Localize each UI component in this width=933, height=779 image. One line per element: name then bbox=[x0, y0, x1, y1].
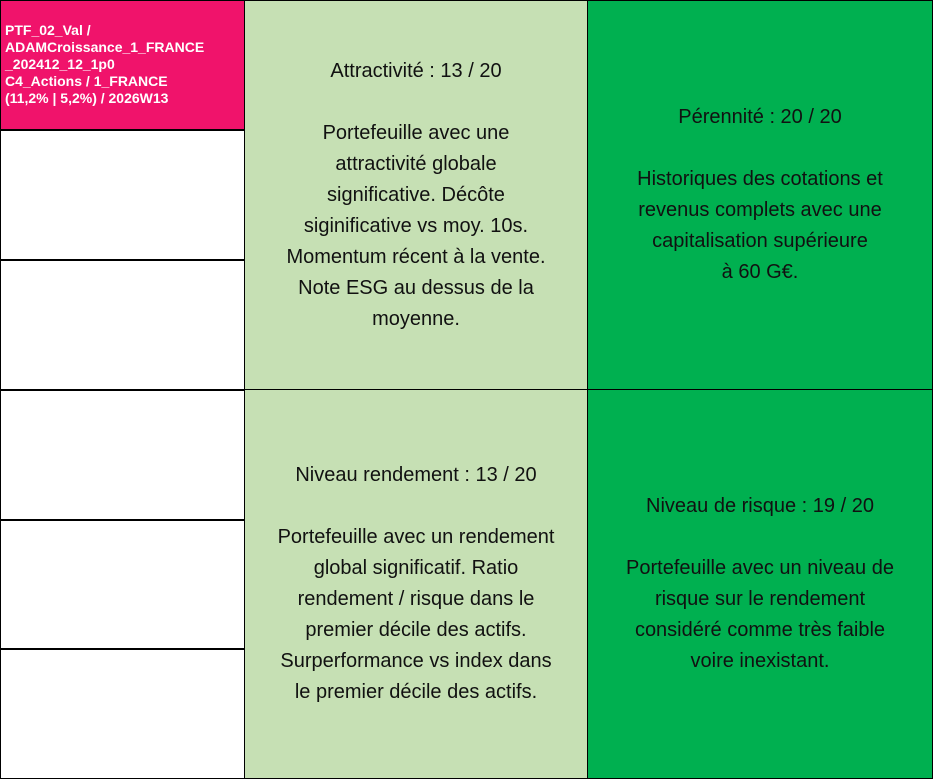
perennite-desc: Historiques des cotations et revenus complets avec une capitalisation supérieure à 60 G€. bbox=[637, 168, 883, 283]
attractivite-desc: Portefeuille avec une attractivité globale significative. Décôte siginificative vs moy. 10s. Momentum récent à la vente. Note ESG au dessus de la moyenne. bbox=[286, 121, 546, 330]
risque-title: Niveau de risque : 19 / 20 bbox=[646, 495, 874, 517]
empty-cell-3 bbox=[0, 390, 245, 520]
empty-cell-4 bbox=[0, 520, 245, 649]
empty-cell-1 bbox=[0, 130, 245, 260]
empty-cell-5 bbox=[0, 649, 245, 779]
risque-desc: Portefeuille avec un niveau de risque sur le rendement considéré comme très faible voire inexistant. bbox=[626, 557, 894, 672]
rendement-title: Niveau rendement : 13 / 20 bbox=[295, 464, 537, 486]
risque-card bbox=[587, 389, 933, 779]
rendement-card bbox=[244, 389, 588, 779]
portfolio-label bbox=[0, 0, 245, 130]
attractivite-title: Attractivité : 13 / 20 bbox=[330, 59, 502, 82]
rendement-desc: Portefeuille avec un rendement global significatif. Ratio rendement / risque dans le premier décile des actifs. Surperformance vs index dans le premier décile des actifs. bbox=[277, 526, 555, 703]
portfolio-label-text: PTF_02_Val / ADAMCroissance_1_FRANCE _202412_12_1p0 C4_Actions / 1_FRANCE (11,2% | 5,2%) / 2026W13 bbox=[5, 22, 205, 106]
attractivite-card bbox=[244, 0, 588, 390]
empty-cell-2 bbox=[0, 260, 245, 390]
perennite-title: Pérennité : 20 / 20 bbox=[678, 106, 842, 128]
perennite-card bbox=[587, 0, 933, 390]
